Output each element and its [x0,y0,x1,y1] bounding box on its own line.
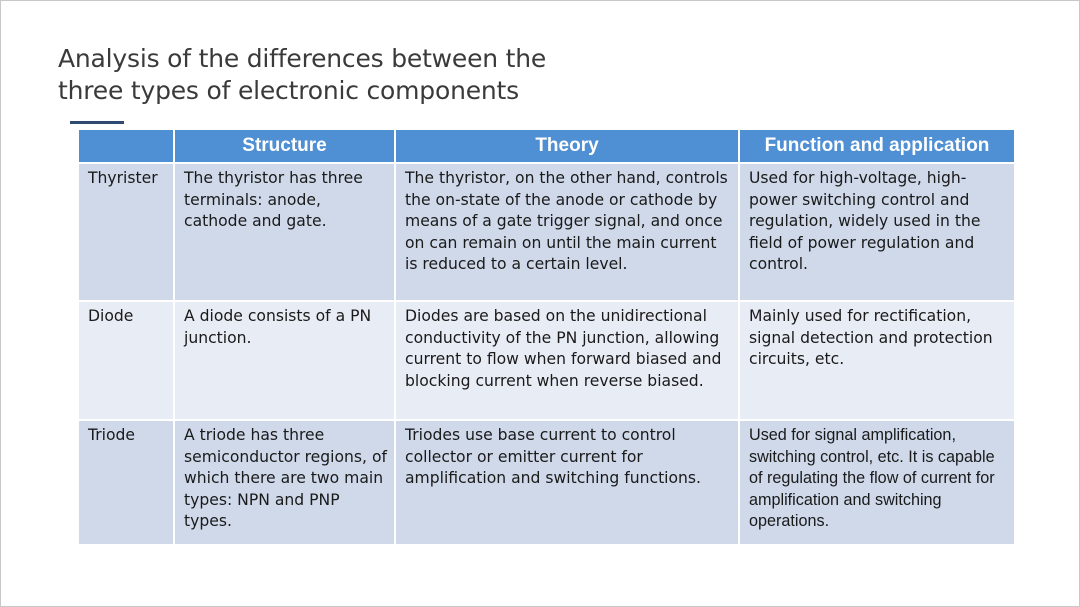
cell-triode-theory: Triodes use base current to control collector or emitter current for amplification and switching functions. [395,420,739,545]
table-row-thyrister [78,163,1015,301]
cell-diode-structure: A diode consists of a PN junction. [174,301,395,420]
header-corner-cell [78,129,174,163]
cell-diode-theory: Diodes are based on the unidirectional conductivity of the PN junction, allowing current to flow when forward biased and blocking current when reverse biased. [395,301,739,420]
table-row-triode [78,420,1015,545]
slide-title [58,43,758,107]
cell-thyrister-theory: The thyristor, on the other hand, controls the on-state of the anode or cathode by means of a gate trigger signal, and once on can remain on until the main current is reduced to a certain level. [395,163,739,301]
comparison-table [77,128,1016,546]
cell-triode-function: Used for signal amplification, switching control, etc. It is capable of regulating the flow of current for amplification and switching operations. [739,420,1015,545]
row-label-diode: Diode [78,301,174,420]
header-function: Function and application [739,129,1015,163]
title-underline [70,121,124,124]
slide-title-line-1: Analysis of the differences between the [58,44,547,73]
row-label-thyrister: Thyrister [78,163,174,301]
table-header-row [78,129,1015,163]
header-structure: Structure [174,129,395,163]
table-row-diode [78,301,1015,420]
slide-title-line-2: three types of electronic components [58,76,519,105]
cell-triode-structure: A triode has three semiconductor regions, of which there are two main types: NPN and PNP types. [174,420,395,545]
cell-diode-function: Mainly used for rectification, signal detection and protection circuits, etc. [739,301,1015,420]
header-theory: Theory [395,129,739,163]
row-label-triode: Triode [78,420,174,545]
cell-thyrister-function: Used for high-voltage, high-power switching control and regulation, widely used in the field of power regulation and control. [739,163,1015,301]
cell-thyrister-structure: The thyristor has three terminals: anode, cathode and gate. [174,163,395,301]
